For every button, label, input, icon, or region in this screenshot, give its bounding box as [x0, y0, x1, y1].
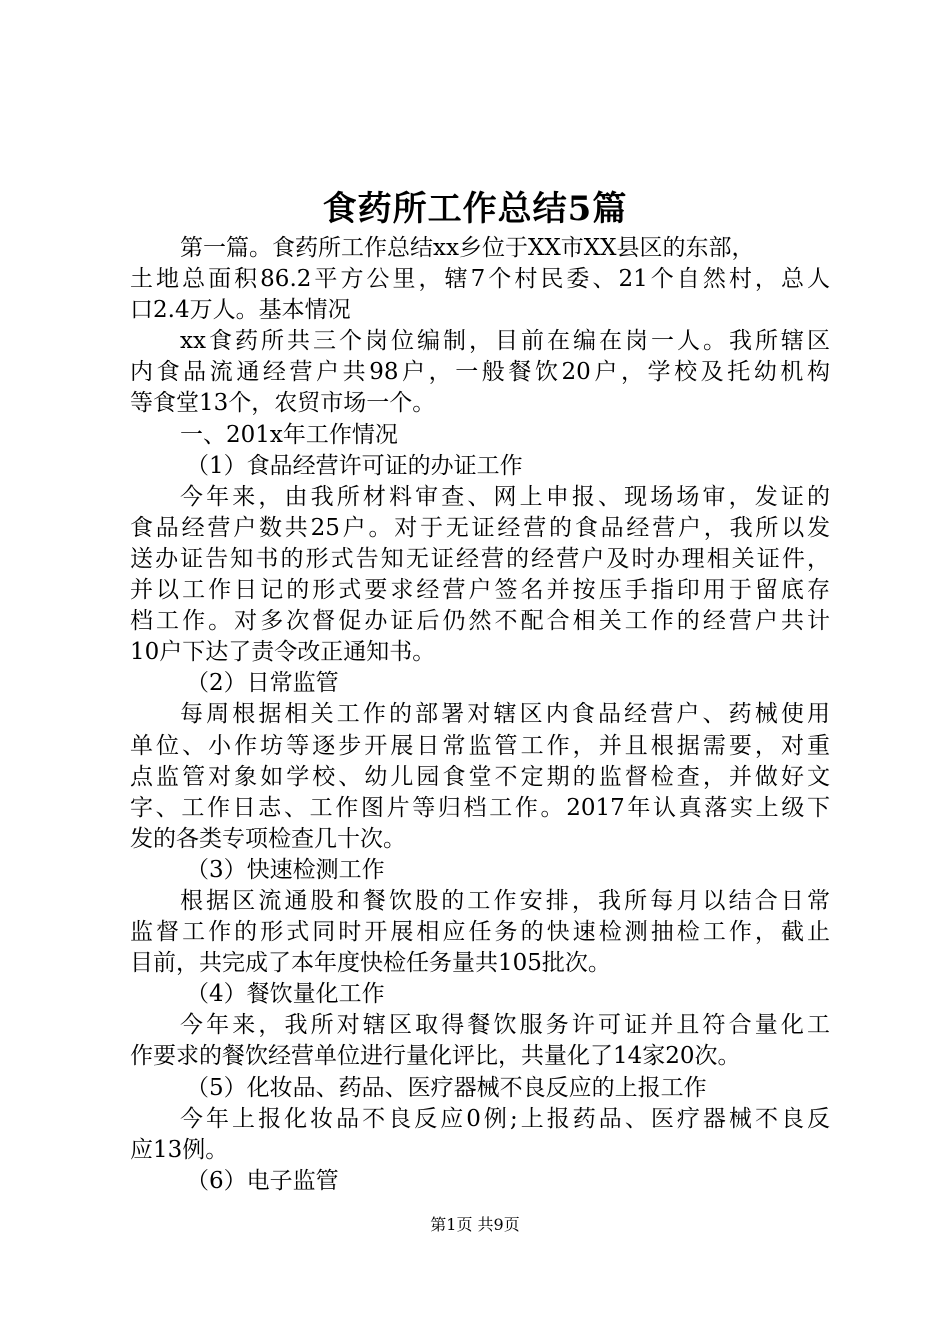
paragraph-line: 应13例。: [130, 1136, 229, 1163]
paragraph-line: 根据区流通股和餐饮股的工作安排，我所每月以结合日常: [180, 887, 830, 914]
paragraph-line: 点监管对象如学校、幼儿园食堂不定期的监督检查，并做好文: [130, 763, 830, 790]
section-heading: 一、201x年工作情况: [180, 421, 398, 448]
paragraph-line: 作要求的餐饮经营单位进行量化评比，共量化了14家20次。: [130, 1043, 741, 1070]
paragraph-line: xx食药所共三个岗位编制，目前在编在岗一人。我所辖区: [180, 328, 830, 355]
paragraph-line: 今年来，我所对辖区取得餐饮服务许可证并且符合量化工: [180, 1012, 830, 1039]
paragraph-line: 土地总面积86.2平方公里，辖7个村民委、21个自然村，总人: [130, 266, 830, 293]
paragraph-line: 内食品流通经营户共98户，一般餐饮20户，学校及托幼机构: [130, 359, 830, 386]
subsection-heading: （2）日常监管: [186, 670, 339, 697]
subsection-heading: （3）快速检测工作: [186, 856, 385, 883]
paragraph-line: 第一篇。食药所工作总结xx乡位于XX市XX县区的东部，: [180, 235, 755, 261]
paragraph-line: 口2.4万人。基本情况: [130, 297, 351, 324]
page-footer: 第1页 共9页: [430, 1215, 520, 1234]
subsection-heading: （5）化妆品、药品、医疗器械不良反应的上报工作: [186, 1074, 707, 1101]
paragraph-line: 今年上报化妆品不良反应0例;上报药品、医疗器械不良反: [180, 1105, 830, 1132]
paragraph-line: 发的各类专项检查几十次。: [130, 825, 406, 852]
paragraph-line: 并以工作日记的形式要求经营户签名并按压手指印用于留底存: [130, 577, 830, 604]
subsection-heading: （4）餐饮量化工作: [186, 981, 385, 1008]
paragraph-line: 今年来，由我所材料审查、网上申报、现场场审，发证的: [180, 483, 830, 510]
document-body: [130, 233, 830, 1197]
paragraph-line: 等食堂13个，农贸市场一个。: [130, 390, 436, 417]
paragraph-line: 10户下达了责令改正通知书。: [130, 639, 436, 666]
paragraph-line: 目前，共完成了本年度快检任务量共105批次。: [130, 950, 611, 977]
document-title: 食药所工作总结5篇: [322, 189, 628, 229]
subsection-heading: （6）电子监管: [186, 1167, 339, 1194]
paragraph-line: 字、工作日志、工作图片等归档工作。2017年认真落实上级下: [130, 794, 830, 821]
paragraph-line: 档工作。对多次督促办证后仍然不配合相关工作的经营户共计: [130, 608, 830, 635]
subsection-heading: （1）食品经营许可证的办证工作: [186, 452, 523, 479]
paragraph-line: 每周根据相关工作的部署对辖区内食品经营户、药械使用: [180, 701, 830, 728]
paragraph-line: 送办证告知书的形式告知无证经营的经营户及时办理相关证件，: [130, 545, 830, 572]
paragraph-line: 监督工作的形式同时开展相应任务的快速检测抽检工作，截止: [130, 919, 830, 946]
paragraph-line: 单位、小作坊等逐步开展日常监管工作，并且根据需要，对重: [130, 732, 830, 759]
paragraph-line: 食品经营户数共25户。对于无证经营的食品经营户，我所以发: [130, 514, 830, 541]
